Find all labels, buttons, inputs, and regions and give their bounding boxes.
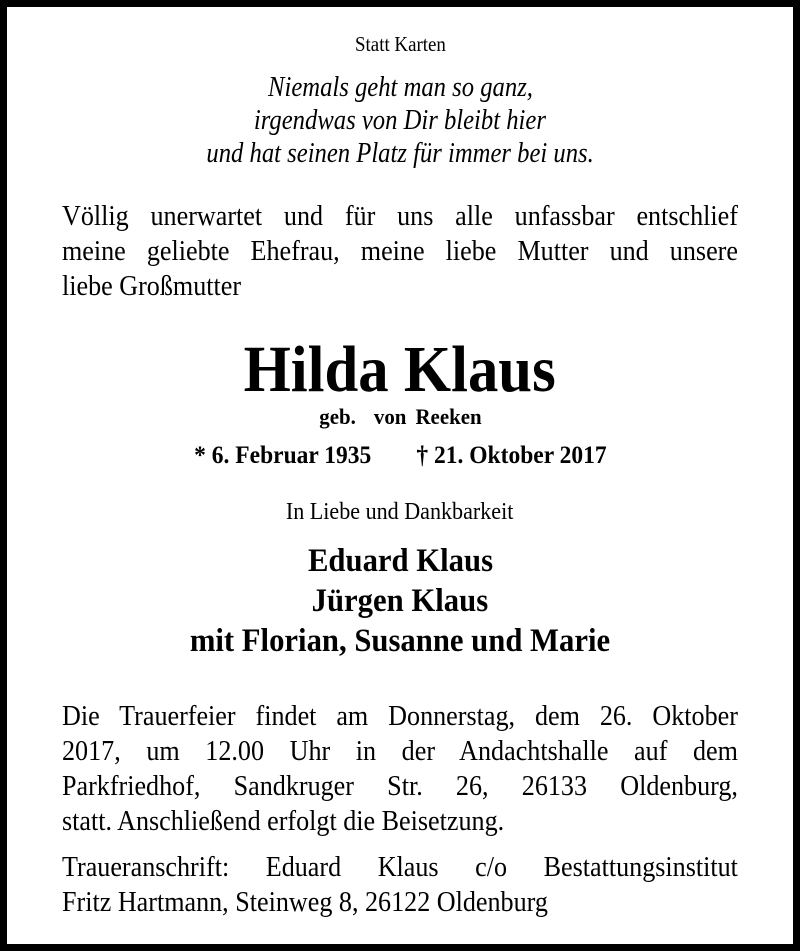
intro-line: Völlig unerwartet und für uns alle unfassbar entschlief [62, 200, 738, 232]
deceased-name-text: Hilda Klaus [243, 333, 557, 406]
death-date: † 21. Oktober 2017 [416, 442, 607, 469]
ceremony-line: 2017, um 12.00 Uhr in der Andachtshalle auf dem [62, 735, 738, 767]
address-line: Fritz Hartmann, Steinweg 8, 26122 Oldenburg [62, 886, 548, 918]
poem-line [7, 104, 793, 137]
dedication [7, 500, 793, 524]
family-member-text: Eduard Klaus [307, 543, 493, 579]
maiden-name-text: geb. von Reeken [318, 404, 482, 429]
poem-line-text: und hat seinen Platz für immer bei uns. [206, 138, 594, 169]
poem [7, 71, 793, 170]
ceremony-line: statt. Anschließend erfolgt die Beisetzung. [62, 805, 505, 837]
header-label [7, 34, 793, 55]
address-line: Traueranschrift: Eduard Klaus c/o Bestattungsinstitut [62, 851, 738, 883]
ceremony-line: Die Trauerfeier findet am Donnerstag, dem 26. Oktober [62, 700, 738, 732]
poem-line-text: irgendwas von Dir bleibt hier [253, 105, 547, 136]
intro-line: liebe Großmutter [62, 270, 242, 302]
family-member [7, 585, 793, 618]
ceremony-line: Parkfriedhof, Sandkruger Str. 26, 26133 Oldenburg, [62, 770, 738, 802]
life-dates [7, 443, 793, 468]
maiden-name [7, 406, 793, 428]
life-dates-group [194, 443, 606, 468]
family-member-text: mit Florian, Susanne und Marie [189, 623, 611, 659]
address-paragraph [62, 850, 738, 920]
poem-line [7, 137, 793, 170]
family-member [7, 545, 793, 578]
poem-line [7, 71, 793, 104]
birth-date: * 6. Februar 1935 [193, 442, 371, 469]
family-member [7, 625, 793, 658]
poem-line-text: Niemals geht man so ganz, [267, 72, 533, 103]
intro-paragraph [62, 199, 738, 304]
ceremony-paragraph [62, 699, 738, 839]
header-label-text: Statt Karten [354, 32, 446, 56]
family-member-text: Jürgen Klaus [311, 583, 489, 619]
deceased-name [7, 333, 793, 406]
intro-line: meine geliebte Ehefrau, meine liebe Mutter und unsere [62, 235, 738, 267]
dedication-text: In Liebe und Dankbarkeit [286, 499, 514, 525]
